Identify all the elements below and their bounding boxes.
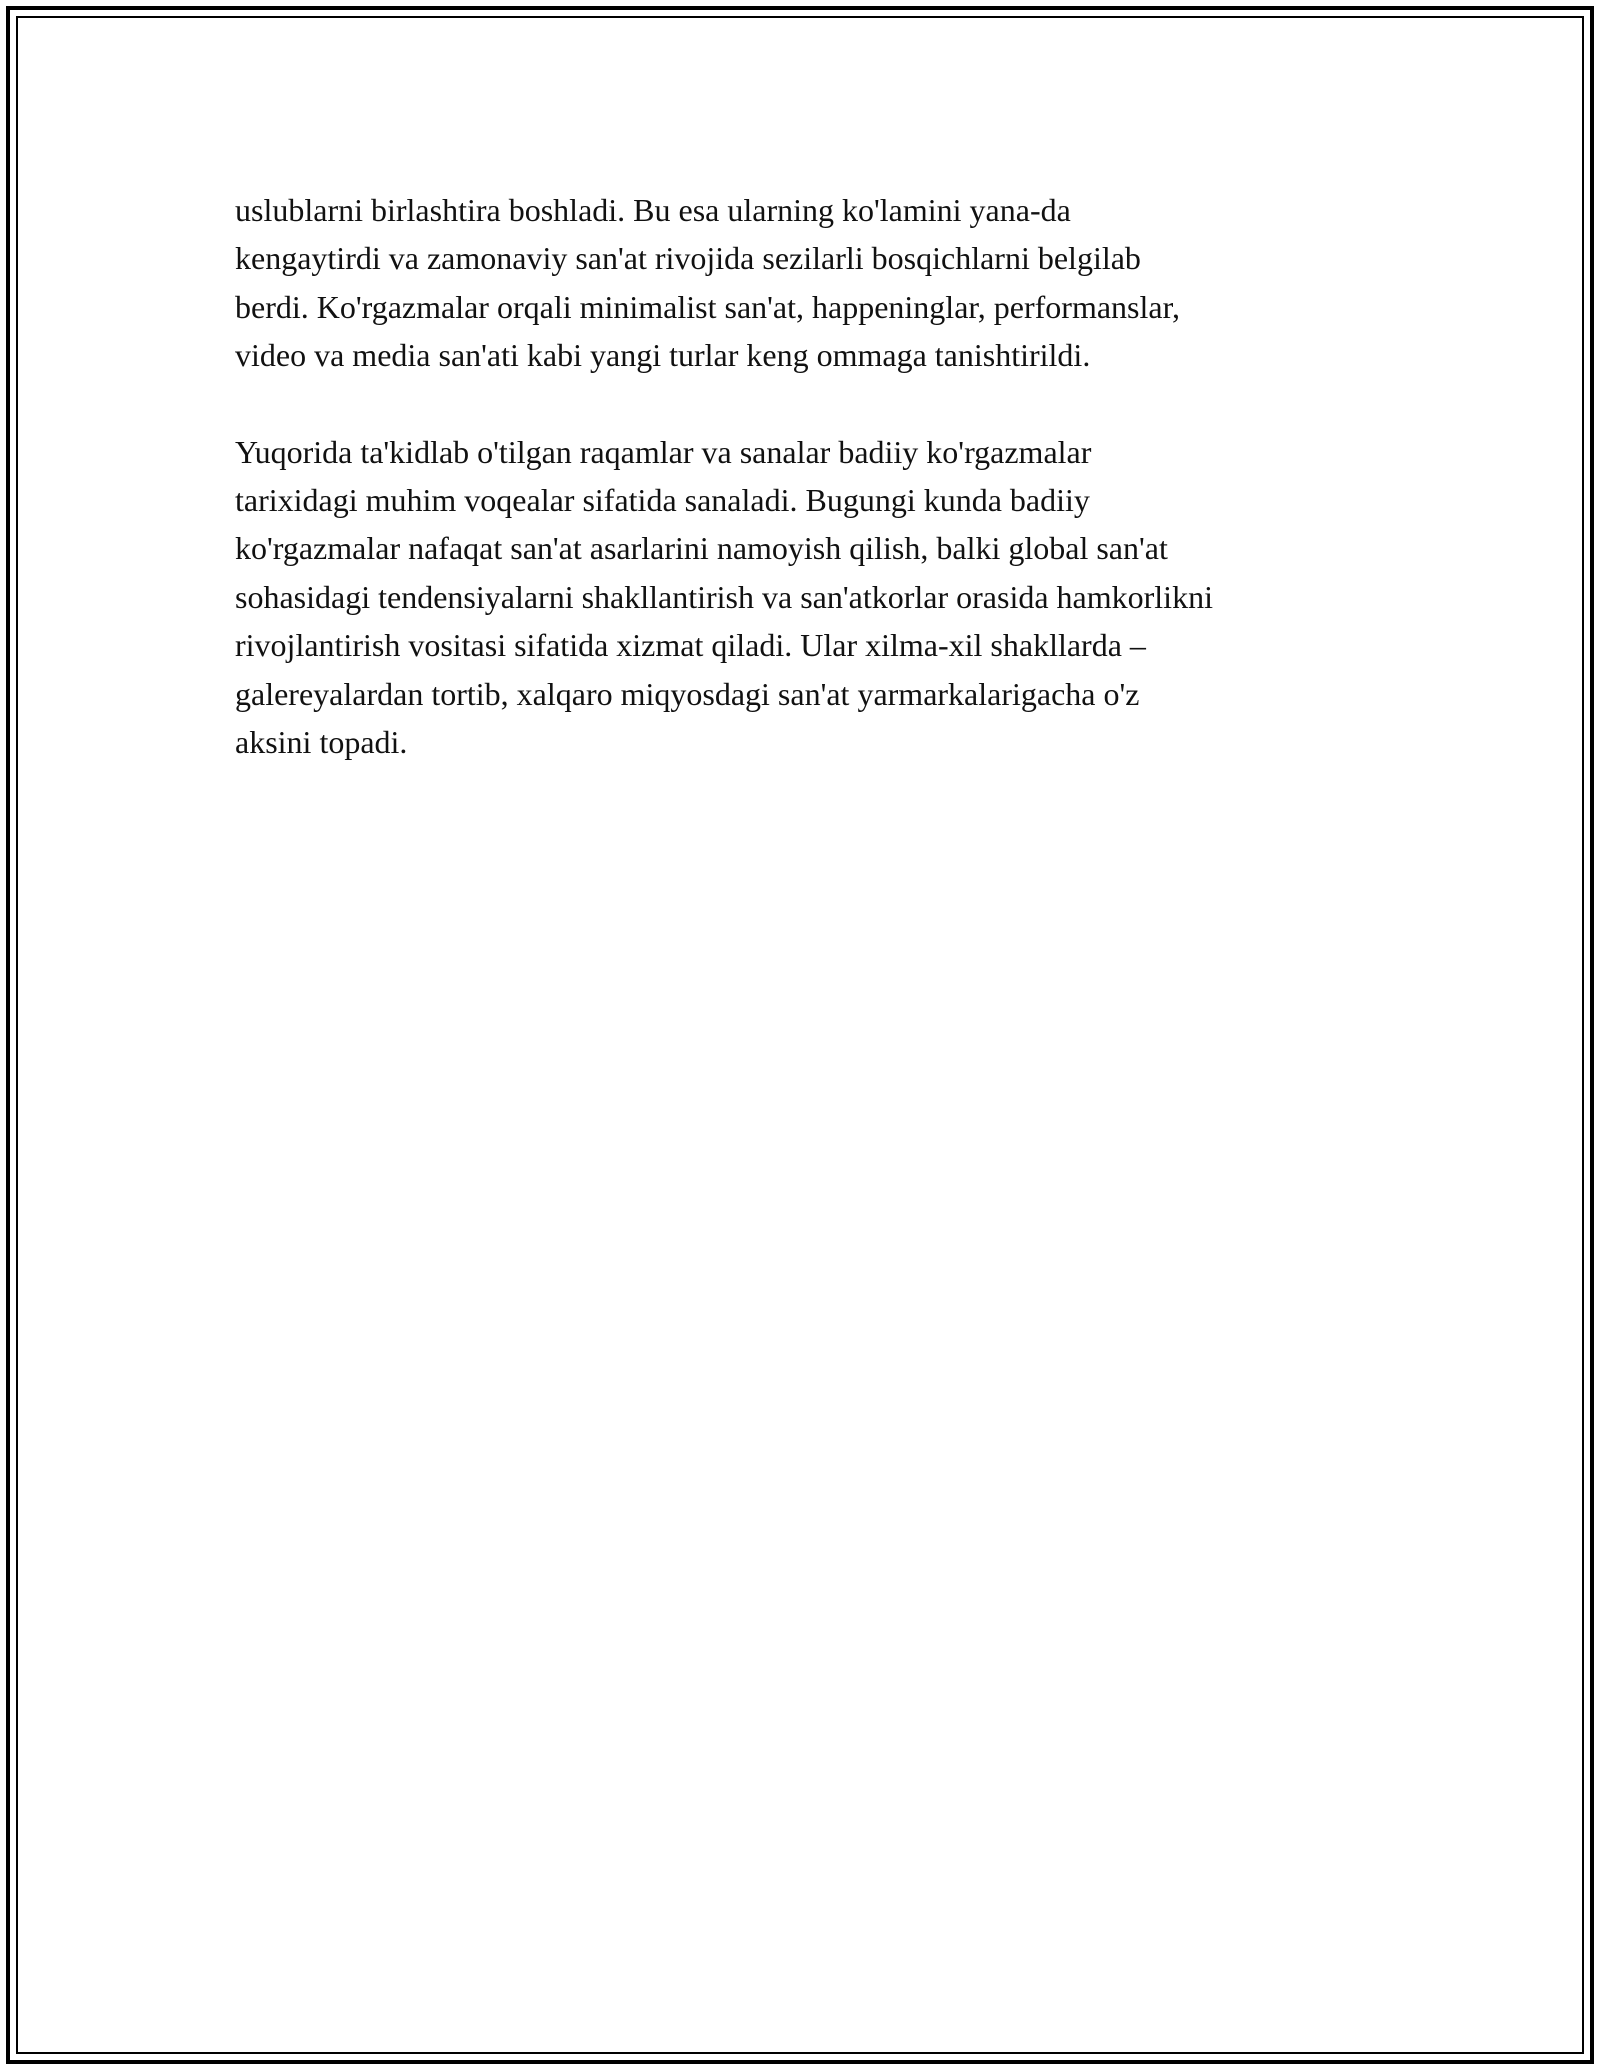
- paragraph-1: [235, 186, 1375, 380]
- text-line: berdi. Ko'rgazmalar orqali minimalist san'at, happeninglar, performanslar,: [235, 288, 1180, 325]
- text-line: ko'rgazmalar nafaqat san'at asarlarini namoyish qilish, balki global san'at: [235, 530, 1168, 567]
- paragraph-2: [235, 428, 1375, 767]
- text-line: rivojlantirish vositasi sifatida xizmat qiladi. Ular xilma-xil shakllarda –: [235, 627, 1146, 664]
- text-line: tarixidagi muhim voqealar sifatida sanaladi. Bugungi kunda badiiy: [235, 482, 1090, 519]
- text-line: kengaytirdi va zamonaviy san'at rivojida sezilarli bosqichlarni belgilab: [235, 240, 1141, 277]
- text-line: galereyalardan tortib, xalqaro miqyosdagi san'at yarmarkalarigacha o'z: [235, 675, 1140, 712]
- text-line: video va media san'ati kabi yangi turlar keng ommaga tanishtirildi.: [235, 337, 1091, 374]
- text-line: sohasidagi tendensiyalarni shakllantirish va san'atkorlar orasida hamkorlikni: [235, 578, 1213, 615]
- text-line: aksini topadi.: [235, 724, 408, 761]
- document-body: [235, 186, 1375, 766]
- text-line: uslublarni birlashtira boshladi. Bu esa ularning ko'lamini yana-da: [235, 192, 1071, 228]
- text-line: Yuqorida ta'kidlab o'tilgan raqamlar va sanalar badiiy ko'rgazmalar: [235, 433, 1092, 470]
